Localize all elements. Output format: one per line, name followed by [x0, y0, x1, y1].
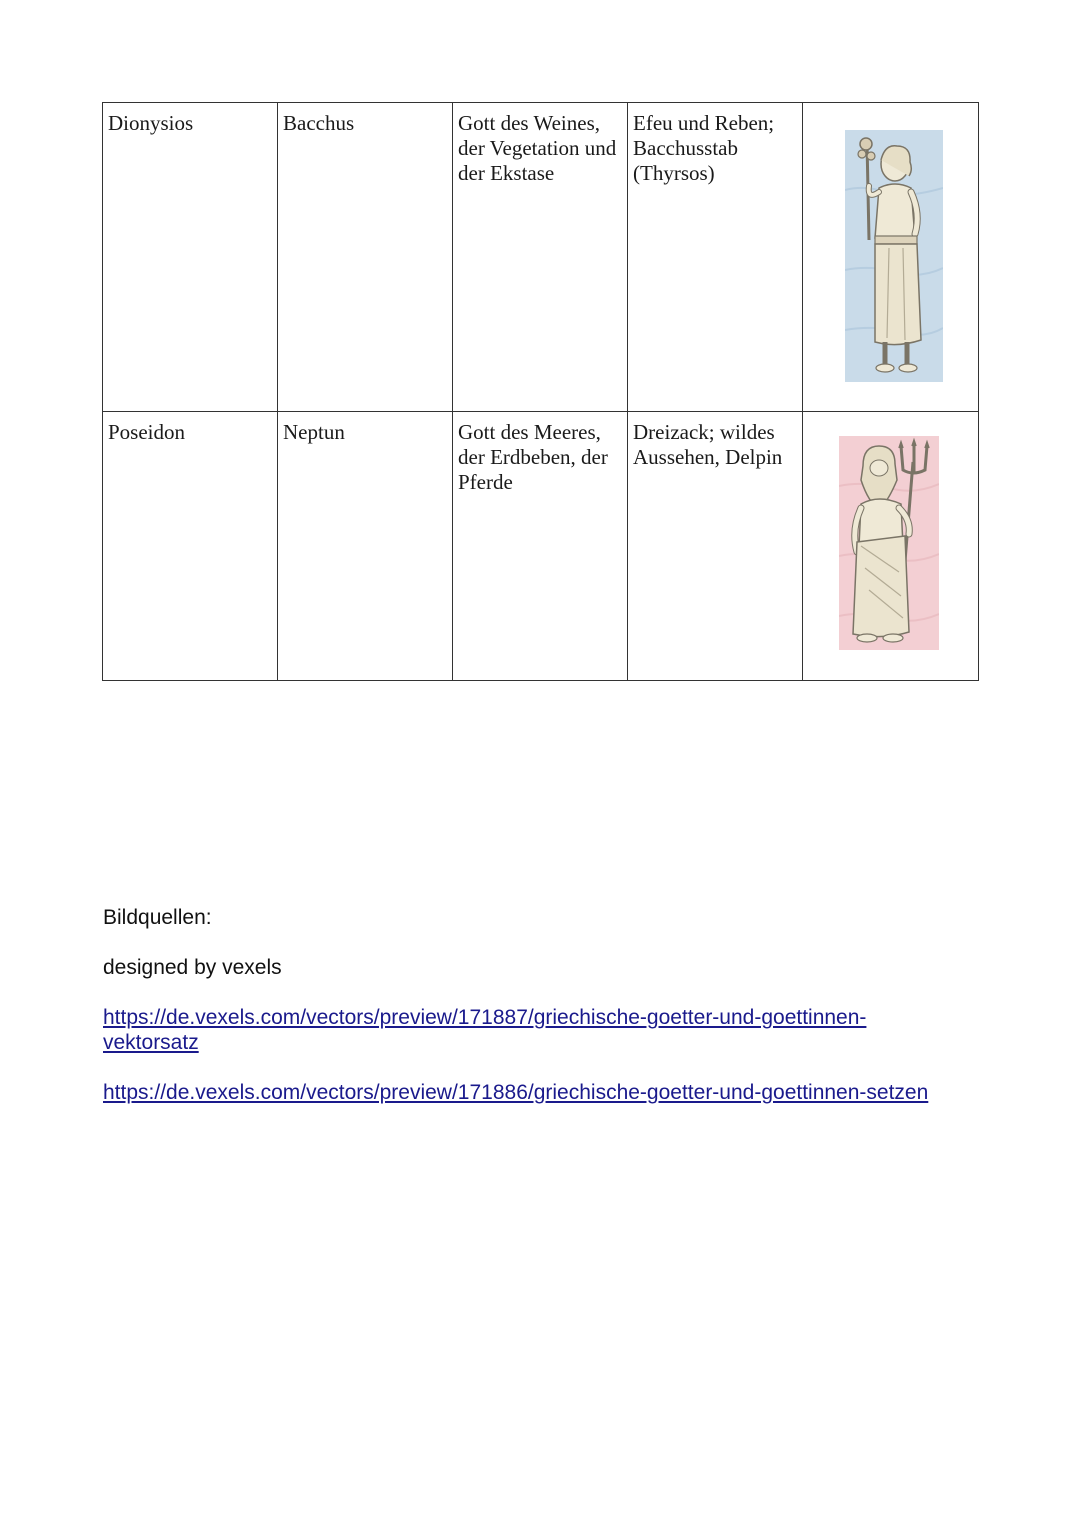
- attributes-line: Dreizack; wildes: [633, 420, 775, 444]
- image-cell: [803, 103, 979, 412]
- table-row: [103, 103, 979, 412]
- domain-cell: [453, 412, 628, 681]
- greek-name: Poseidon: [108, 420, 186, 444]
- source-link-paragraph: [103, 1005, 983, 1055]
- domain-cell: [453, 103, 628, 412]
- source-link-2-text: https://de.vexels.com/vectors/preview/171886/griechische-goetter-und-goettinnen-setzen: [103, 1081, 929, 1104]
- image-sources: [103, 905, 983, 1130]
- domain-line: Gott des Weines,: [458, 111, 600, 135]
- attributes-cell: [628, 412, 803, 681]
- roman-name: Neptun: [283, 420, 345, 444]
- roman-name-cell: [278, 412, 453, 681]
- domain-line: der Erdbeben, der: [458, 445, 608, 469]
- greek-name-cell: [103, 412, 278, 681]
- roman-name: Bacchus: [283, 111, 355, 135]
- sources-heading: Bildquellen:: [103, 906, 212, 929]
- table-row: [103, 412, 979, 681]
- source-link-paragraph: [103, 1080, 983, 1105]
- image-cell: [803, 412, 979, 681]
- attributes-line: Bacchusstab: [633, 136, 738, 160]
- source-link-1-line-1: https://de.vexels.com/vectors/preview/171887/griechische-goetter-und-goettinnen-: [103, 1006, 867, 1029]
- source-link-1-line-2: vektorsatz: [103, 1031, 199, 1054]
- attributes-line: Efeu und Reben;: [633, 111, 775, 135]
- attributes-line: Aussehen, Delpin: [633, 445, 783, 469]
- greek-name: Dionysios: [108, 111, 194, 135]
- poseidon-figure-icon: [839, 436, 939, 650]
- roman-name-cell: [278, 103, 453, 412]
- dionysus-figure-icon: [845, 130, 943, 382]
- greek-name-cell: [103, 103, 278, 412]
- domain-line: der Ekstase: [458, 161, 555, 185]
- gods-table: [102, 102, 979, 681]
- attributes-cell: [628, 103, 803, 412]
- source-link-1[interactable]: [103, 1006, 866, 1054]
- attributes-line: (Thyrsos): [633, 161, 715, 185]
- source-link-2[interactable]: [103, 1081, 928, 1104]
- domain-line: der Vegetation und: [458, 136, 617, 160]
- sources-credit: designed by vexels: [103, 956, 282, 979]
- domain-line: Pferde: [458, 470, 513, 494]
- domain-line: Gott des Meeres,: [458, 420, 601, 444]
